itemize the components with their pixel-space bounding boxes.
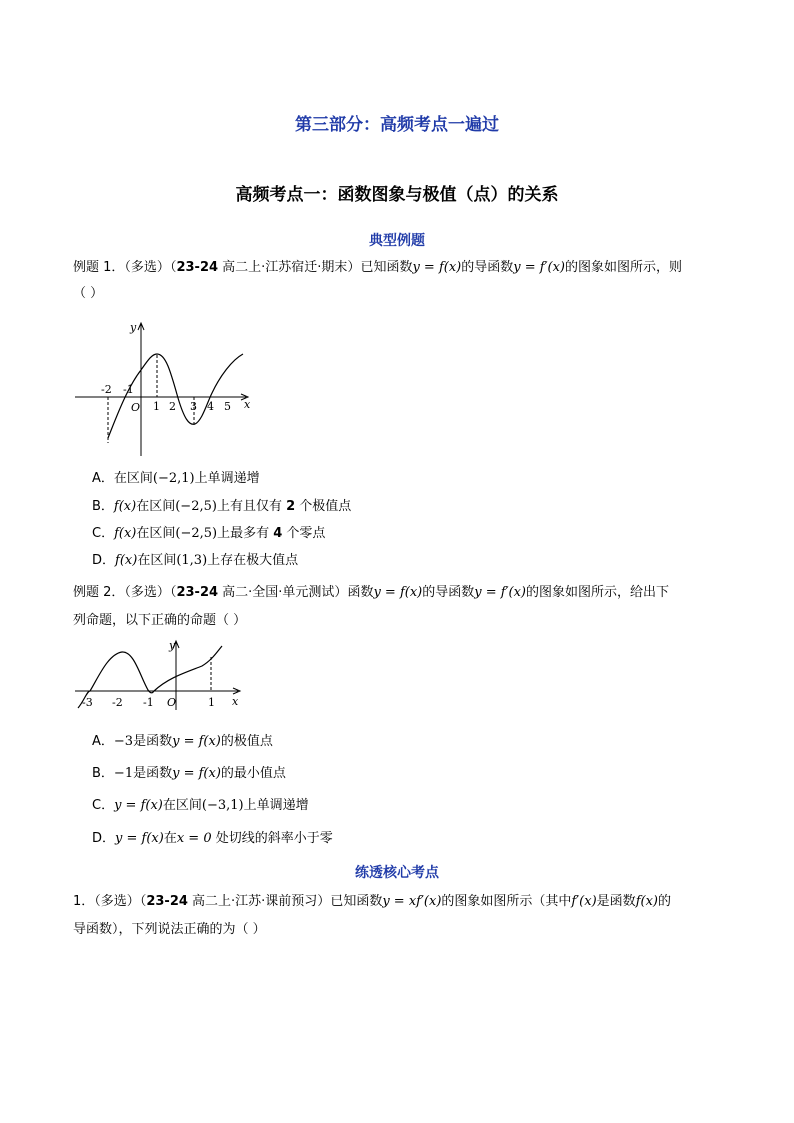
- derivative-curve: [108, 354, 243, 438]
- tick-label: 1: [153, 400, 160, 413]
- example-1-stem: 例题 1．（多选）（23-24 高二上·江苏宿迁·期末）已知函数y = f(x)的导函数y = f′(x)的图象如图所示，则: [73, 260, 683, 275]
- typical-examples-title: 典型例题: [369, 233, 425, 249]
- example-2-stem-line2: 列命题，以下正确的命题（ ）: [73, 613, 247, 628]
- x-label: x: [244, 398, 251, 411]
- ex2-option-b[interactable]: B．−1是函数y = f(x)的最小值点: [92, 766, 286, 781]
- practice-1-stem: 1．（多选）（23-24 高二上·江苏·课前预习）已知函数y = xf′(x)的图象如图所示（其中f′(x)是函数f(x)的: [73, 894, 671, 909]
- tick-label: 1: [208, 696, 215, 709]
- example-1-graph: [72, 318, 252, 458]
- ex1-option-c[interactable]: C．f(x)在区间(−2,5)上最多有 4 个零点: [92, 526, 326, 541]
- practice-title: 练透核心考点: [355, 865, 439, 881]
- section-title: 高频考点一：函数图象与极值（点）的关系: [235, 185, 559, 205]
- tick-label: -1: [123, 383, 134, 396]
- x-label: x: [232, 695, 239, 708]
- y-label: y: [130, 321, 137, 334]
- example-2-stem: 例题 2．（多选）（23-24 高二·全国·单元测试）函数y = f(x)的导函数y = f′(x)的图象如图所示，给出下: [73, 585, 670, 600]
- origin-label: O: [167, 696, 177, 709]
- ex1-option-b[interactable]: B．f(x)在区间(−2,5)上有且仅有 2 个极值点: [92, 499, 352, 514]
- tick-label: -1: [143, 696, 154, 709]
- ex2-option-a[interactable]: A．−3是函数y = f(x)的极值点: [92, 734, 273, 749]
- tick-label: 3: [190, 400, 197, 413]
- tick-label: 2: [169, 400, 176, 413]
- tick-label: 4: [207, 400, 214, 413]
- tick-label: -3: [82, 696, 93, 709]
- ex1-option-d[interactable]: D．f(x)在区间(1,3)上存在极大值点: [92, 553, 299, 568]
- example-2-graph: [72, 636, 244, 716]
- tick-label: -2: [112, 696, 123, 709]
- ex2-option-c[interactable]: C．y = f(x)在区间(−3,1)上单调递增: [92, 798, 309, 813]
- origin-label: O: [131, 401, 141, 414]
- y-label: y: [169, 639, 176, 652]
- tick-label: -2: [101, 383, 112, 396]
- practice-1-stem-line2: 导函数），下列说法正确的为（ ）: [73, 922, 266, 937]
- ex2-option-d[interactable]: D．y = f(x)在x = 0 处切线的斜率小于零: [92, 831, 333, 846]
- part-title: 第三部分：高频考点一遍过: [295, 115, 499, 135]
- ex1-option-a[interactable]: A．在区间(−2,1)上单调递增: [92, 471, 260, 486]
- example-1-blank: （ ）: [73, 286, 104, 301]
- tick-label: 5: [224, 400, 231, 413]
